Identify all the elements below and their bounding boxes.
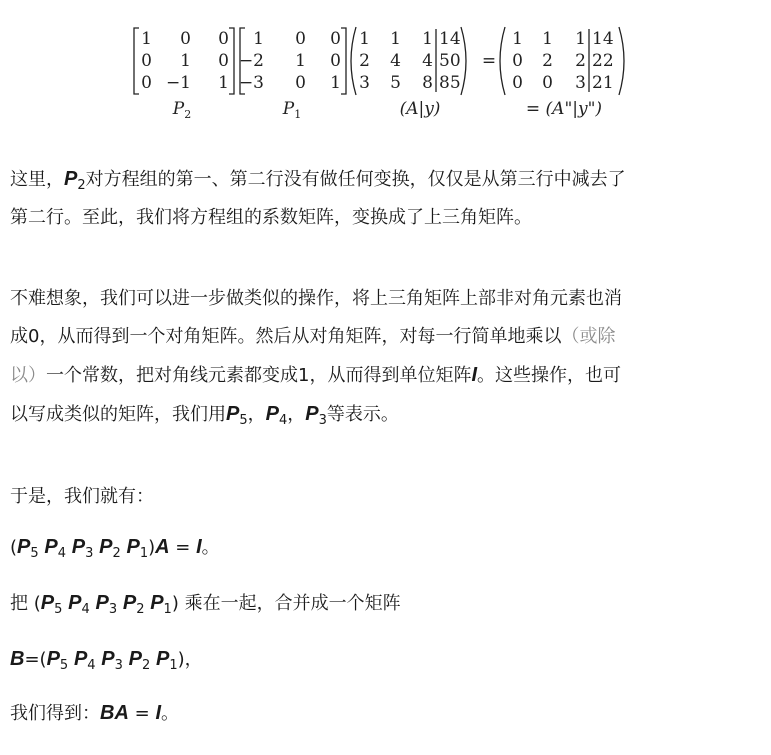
text: 等表示。	[326, 404, 399, 425]
symbol-p: P	[128, 648, 142, 670]
result-a-matrix-cell: 0	[542, 73, 553, 93]
text: )	[148, 537, 156, 558]
text: 这里，	[10, 169, 64, 190]
p2-matrix-cell: 0	[141, 51, 152, 71]
subscript: 5	[239, 413, 248, 428]
left-paren	[351, 27, 356, 95]
text: )	[177, 649, 185, 670]
result-y-vector-cell: 22	[592, 51, 614, 71]
result-a-matrix-cell: 0	[512, 51, 523, 71]
subscript: 1	[163, 602, 172, 617]
paragraph-p2-explanation	[10, 160, 762, 237]
p2-matrix-cell: 1	[180, 51, 191, 71]
label-p1: $P_1$	[282, 99, 302, 121]
subscript: 5	[54, 602, 63, 617]
result-a-matrix-cell: 1	[542, 29, 553, 49]
text: 于是，我们就有：	[10, 486, 154, 507]
symbol-p: P	[226, 403, 240, 425]
text: (	[33, 593, 41, 614]
a-matrix-cell: 2	[359, 51, 370, 71]
text: =	[24, 649, 40, 670]
equation-ba-equals-i	[10, 694, 762, 733]
label-p2-subscript: 2	[184, 108, 192, 121]
p2-matrix-cell: 1	[218, 73, 229, 93]
p1-matrix-cell: 0	[330, 51, 341, 71]
symbol-p: P	[71, 536, 86, 558]
symbol-b: B	[10, 648, 25, 670]
symbol-p: P	[44, 536, 58, 558]
symbol-p: P	[122, 592, 137, 614]
result-a-matrix-cell: 3	[575, 73, 586, 93]
text: =	[128, 703, 156, 724]
result-a-matrix-cell: 1	[512, 29, 523, 49]
text: 对方程组的第一、第二行没有做任何变换，仅仅是从第三行中减去了	[85, 169, 626, 190]
a-matrix-cell: 3	[359, 73, 370, 93]
result-y-vector-cell: 21	[592, 73, 614, 93]
text: )	[171, 593, 179, 614]
symbol-p: P	[101, 648, 115, 670]
symbol-p: P	[99, 536, 113, 558]
matrix-equation-svg	[128, 24, 628, 124]
symbol-a: A	[114, 702, 129, 724]
subscript: 4	[81, 602, 90, 617]
symbol-p: P	[46, 648, 60, 670]
subscript: 2	[142, 658, 151, 673]
p2-matrix-cell: 0	[218, 51, 229, 71]
text: ，	[287, 404, 306, 425]
matrix-equation	[128, 24, 628, 124]
text: ，	[247, 404, 266, 425]
grey-aside: 以）	[10, 365, 46, 386]
symbol-p: P	[156, 648, 170, 670]
result-a-matrix-cell: 2	[575, 51, 586, 71]
label-p1-subscript: 1	[294, 108, 302, 121]
p1-matrix-cell: 0	[295, 29, 306, 49]
text: 我们得到：	[10, 703, 100, 724]
symbol-p: P	[73, 648, 88, 670]
p1-matrix-cell: −3	[238, 73, 264, 93]
subscript: 3	[114, 658, 123, 673]
symbol-p: P	[95, 592, 109, 614]
text: ，	[184, 649, 203, 670]
label-ay: (A|y)	[399, 99, 441, 119]
text: 。这些操作，也可	[477, 365, 622, 386]
symbol-b: B	[100, 702, 115, 724]
subscript: 5	[30, 546, 39, 561]
text: 乘在一起，合并成一个矩阵	[178, 593, 401, 614]
p2-matrix-cell: 1	[141, 29, 152, 49]
a-matrix-cell: 1	[359, 29, 370, 49]
symbol-p: P	[265, 403, 279, 425]
symbol-p: P	[150, 592, 164, 614]
p1-matrix-cell: 1	[330, 73, 341, 93]
text: 一个常数，把对角线元素都变成1，从而得到单位矩阵	[46, 365, 472, 386]
symbol-p: P	[126, 536, 140, 558]
right-bracket	[229, 28, 234, 94]
result-a-matrix-cell: 1	[575, 29, 586, 49]
symbol-p: P	[68, 592, 82, 614]
symbol-a: A	[155, 536, 170, 558]
subscript: 3	[85, 546, 94, 561]
left-paren	[500, 27, 505, 95]
result-a-matrix-cell: 2	[542, 51, 553, 71]
a-matrix-cell: 1	[422, 29, 433, 49]
text: 把	[10, 593, 34, 614]
p2-matrix-cell: −1	[165, 73, 191, 93]
paragraph-diagonalization	[10, 280, 762, 434]
subscript: 3	[318, 413, 327, 428]
subscript: 1	[139, 546, 149, 561]
text: 以写成类似的矩阵，我们用	[10, 404, 226, 425]
a-matrix-cell: 5	[390, 73, 401, 93]
y-vector-cell: 14	[439, 29, 461, 49]
label-p2: $P_2$	[172, 99, 192, 121]
symbol-i: I	[155, 702, 161, 724]
subscript: 2	[112, 546, 121, 561]
subscript: 2	[136, 602, 145, 617]
text: (	[39, 649, 47, 670]
p2-matrix-cell: 0	[180, 29, 191, 49]
symbol-p: P	[17, 536, 31, 558]
p1-matrix-cell: 1	[253, 29, 264, 49]
a-matrix-cell: 4	[390, 51, 401, 71]
a-matrix-cell: 4	[422, 51, 433, 71]
equation-b-definition	[10, 640, 762, 679]
subscript: 4	[57, 546, 67, 561]
symbol-i: I	[471, 364, 478, 386]
equals-sign: =	[481, 51, 497, 71]
text: =	[169, 537, 197, 558]
p1-matrix-cell: −2	[238, 51, 264, 71]
symbol-i: I	[196, 536, 202, 558]
symbol-p: P	[40, 592, 55, 614]
subscript: 5	[59, 658, 69, 673]
right-bracket	[341, 28, 346, 94]
symbol-p: P	[64, 168, 78, 190]
y-vector-cell: 50	[439, 51, 461, 71]
text: 。	[161, 703, 179, 724]
right-paren	[461, 27, 466, 95]
p1-matrix-cell: 0	[330, 29, 341, 49]
text: 。	[201, 537, 220, 558]
subscript: 2	[77, 178, 86, 193]
text: 不难想象，我们可以进一步做类似的操作，将上三角矩阵上部非对角元素也消	[10, 288, 622, 309]
subscript: 4	[87, 658, 96, 673]
subscript: 4	[278, 413, 288, 428]
text: 成0，从而得到一个对角矩阵。然后从对角矩阵，对每一行简单地乘以	[10, 326, 562, 347]
text: (	[10, 537, 18, 558]
label-result: = (A"|y")	[525, 99, 603, 119]
p2-matrix-cell: 0	[218, 29, 229, 49]
p1-matrix-cell: 0	[295, 73, 306, 93]
y-vector-cell: 85	[439, 73, 461, 93]
subscript: 3	[108, 602, 118, 617]
left-bracket	[134, 28, 139, 94]
a-matrix-cell: 1	[390, 29, 401, 49]
result-y-vector-cell: 14	[592, 29, 614, 49]
p1-matrix-cell: 1	[295, 51, 306, 71]
paragraph-multiply	[10, 584, 762, 623]
symbol-p: P	[305, 403, 319, 425]
text: 第二行。至此，我们将方程组的系数矩阵，变换成了上三角矩阵。	[10, 207, 532, 228]
right-paren	[619, 27, 624, 95]
a-matrix-cell: 8	[422, 73, 433, 93]
result-a-matrix-cell: 0	[512, 73, 523, 93]
equation-product-a-equals-i	[10, 528, 762, 567]
p2-matrix-cell: 0	[141, 73, 152, 93]
subscript: 1	[169, 658, 178, 673]
grey-aside: （或除	[561, 326, 616, 347]
paragraph-thus	[10, 478, 762, 516]
